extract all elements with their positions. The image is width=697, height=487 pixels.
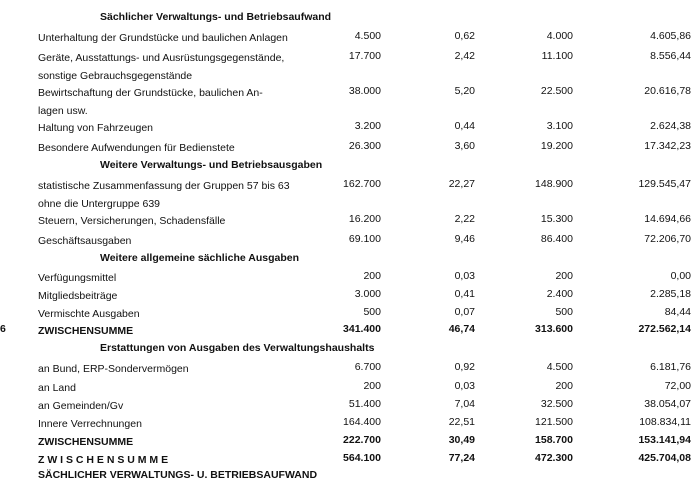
total-label: Z W I S C H E N S U M M E	[38, 454, 169, 466]
percent-value: 0,03	[454, 380, 475, 392]
ansatz-value: 564.100	[343, 452, 381, 464]
percent-value: 0,03	[454, 270, 475, 282]
percent-value: 0,41	[454, 288, 475, 300]
ansatz-value: 200	[363, 380, 381, 392]
result-value: 108.834,11	[639, 416, 691, 428]
ansatz-value: 38.000	[348, 85, 381, 97]
result-value: 84,44	[664, 306, 691, 318]
ansatz-value: 51.400	[348, 398, 381, 410]
ansatz-value: 164.400	[343, 416, 381, 428]
result-value: 2.285,18	[650, 288, 691, 300]
ansatz-value: 26.300	[348, 140, 381, 152]
result-value: 4.605,86	[650, 30, 691, 42]
percent-value: 0,62	[454, 30, 475, 42]
percent-value: 5,20	[454, 85, 475, 97]
prior-ansatz-value: 32.500	[540, 398, 573, 410]
result-value: 38.054,07	[644, 398, 691, 410]
ansatz-value: 16.200	[348, 213, 381, 225]
prior-ansatz-value: 200	[555, 270, 573, 282]
result-value: 129.545,47	[638, 178, 691, 190]
row-label: Geschäftsausgaben	[38, 235, 132, 247]
result-value: 72.206,70	[644, 233, 691, 245]
percent-value: 2,42	[454, 50, 475, 62]
ansatz-value: 3.000	[354, 288, 381, 300]
row-label: Geräte, Ausstattungs- und Ausrüstungsgegenstände,	[38, 52, 285, 64]
prior-ansatz-value: 313.600	[535, 323, 573, 335]
percent-value: 22,51	[448, 416, 475, 428]
result-value: 153.141,94	[638, 434, 691, 446]
prior-ansatz-value: 200	[555, 380, 573, 392]
row-marker: 6	[0, 323, 6, 335]
result-value: 0,00	[670, 270, 691, 282]
row-label: an Bund, ERP-Sondervermögen	[38, 363, 189, 375]
ansatz-value: 500	[363, 306, 381, 318]
prior-ansatz-value: 19.200	[540, 140, 573, 152]
percent-value: 7,04	[454, 398, 475, 410]
result-value: 17.342,23	[644, 140, 691, 152]
prior-ansatz-value: 121.500	[535, 416, 573, 428]
row-label: Besondere Aufwendungen für Bedienstete	[38, 142, 235, 154]
percent-value: 0,92	[454, 361, 475, 373]
prior-ansatz-value: 15.300	[540, 213, 573, 225]
row-label: Bewirtschaftung der Grundstücke, baulichen An-	[38, 87, 263, 99]
result-value: 425.704,08	[638, 452, 691, 464]
percent-value: 30,49	[448, 434, 475, 446]
ansatz-value: 6.700	[354, 361, 381, 373]
prior-ansatz-value: 3.100	[546, 120, 573, 132]
row-label: Steuern, Versicherungen, Schadensfälle	[38, 215, 226, 227]
row-label: Mitgliedsbeiträge	[38, 290, 118, 302]
row-label: Innere Verrechnungen	[38, 418, 142, 430]
percent-value: 77,24	[448, 452, 475, 464]
row-label: an Gemeinden/Gv	[38, 400, 124, 412]
row-label: an Land	[38, 382, 76, 394]
subtotal-label: ZWISCHENSUMME	[38, 436, 134, 448]
section-title: Erstattungen von Ausgaben des Verwaltungshaushalts	[100, 342, 375, 354]
prior-ansatz-value: 148.900	[535, 178, 573, 190]
percent-value: 2,22	[454, 213, 475, 225]
result-value: 20.616,78	[644, 85, 691, 97]
result-value: 72,00	[664, 380, 691, 392]
percent-value: 9,46	[454, 233, 475, 245]
subtotal-label: ZWISCHENSUMME	[38, 325, 134, 337]
result-value: 14.694,66	[644, 213, 691, 225]
prior-ansatz-value: 22.500	[540, 85, 573, 97]
percent-value: 46,74	[448, 323, 475, 335]
result-value: 8.556,44	[650, 50, 691, 62]
prior-ansatz-value: 4.500	[546, 361, 573, 373]
prior-ansatz-value: 500	[555, 306, 573, 318]
row-label: lagen usw.	[38, 105, 88, 117]
row-label: sonstige Gebrauchsgegenstände	[38, 70, 193, 82]
row-label: Verfügungsmittel	[38, 272, 117, 284]
total-label-sub: SÄCHLICHER VERWALTUNGS- U. BETRIEBSAUFWAND	[38, 469, 318, 481]
ansatz-value: 4.500	[354, 30, 381, 42]
ansatz-value: 69.100	[348, 233, 381, 245]
row-label: ohne die Untergruppe 639	[38, 198, 161, 210]
percent-value: 0,07	[454, 306, 475, 318]
section-title: Weitere Verwaltungs- und Betriebsausgaben	[100, 159, 323, 171]
result-value: 2.624,38	[650, 120, 691, 132]
prior-ansatz-value: 4.000	[546, 30, 573, 42]
prior-ansatz-value: 158.700	[535, 434, 573, 446]
prior-ansatz-value: 2.400	[546, 288, 573, 300]
prior-ansatz-value: 11.100	[541, 50, 573, 62]
row-label: statistische Zusammenfassung der Gruppen 57 bis 63	[38, 180, 290, 192]
prior-ansatz-value: 472.300	[535, 452, 573, 464]
percent-value: 3,60	[454, 140, 475, 152]
ansatz-value: 222.700	[343, 434, 381, 446]
ansatz-value: 17.700	[348, 50, 381, 62]
prior-ansatz-value: 86.400	[540, 233, 573, 245]
ansatz-value: 162.700	[343, 178, 381, 190]
ansatz-value: 3.200	[354, 120, 381, 132]
ansatz-value: 200	[363, 270, 381, 282]
result-value: 272.562,14	[638, 323, 691, 335]
ansatz-value: 341.400	[343, 323, 381, 335]
row-label: Haltung von Fahrzeugen	[38, 122, 153, 134]
section-title: Sächlicher Verwaltungs- und Betriebsaufwand	[100, 11, 332, 23]
percent-value: 22,27	[448, 178, 475, 190]
result-value: 6.181,76	[650, 361, 691, 373]
row-label: Unterhaltung der Grundstücke und baulichen Anlagen	[38, 32, 288, 44]
row-label: Vermischte Ausgaben	[38, 308, 140, 320]
section-title: Weitere allgemeine sächliche Ausgaben	[100, 252, 299, 264]
percent-value: 0,44	[454, 120, 475, 132]
